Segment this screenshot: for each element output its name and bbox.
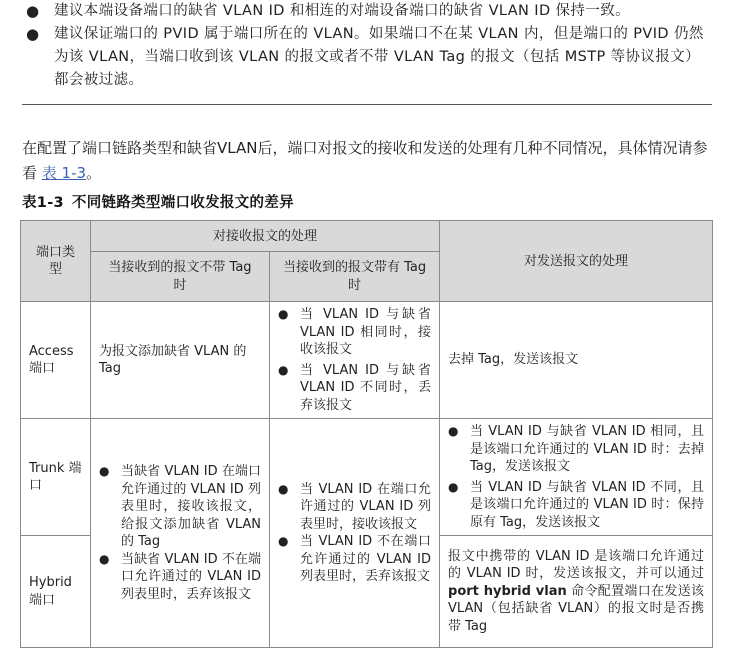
shared-tagged (270, 419, 440, 648)
caption-number: 表1-3 (22, 195, 64, 211)
bullet-icon: ● (448, 424, 459, 438)
bullet-icon: ● (99, 551, 110, 566)
table-caption (22, 191, 294, 212)
trunk-type: Trunk 端口 (21, 419, 91, 536)
table-ref-link[interactable]: 表 1-3 (41, 164, 87, 182)
bullet-icon: ● (278, 534, 289, 548)
intro-text-end: 。 (86, 164, 102, 182)
access-tagged (270, 302, 440, 419)
list-item: ● 当 VLAN ID 与缺省 VLAN ID 不同时，丢弃该报文 (278, 362, 432, 413)
hybrid-send: 报文中携带的 VLAN ID 是该端口允许通过的 VLAN ID 时，发送该报文，并可以通过 port hybrid vlan 命令配置端口在发送该 VLAN（包括缺省 VLAN）的报文时是否携带 Tag (440, 536, 713, 648)
intro-paragraph (22, 136, 712, 186)
header-tagged: 当接收到的报文带有 Tag 时 (270, 252, 440, 302)
command-text: port hybrid vlan (448, 583, 567, 599)
intro-text: 在配置了端口链路类型和缺省VLAN后，端口对报文的接收和发送的处理有几种不同情况，具体情况请参看 (22, 139, 708, 182)
header-receive: 对接收报文的处理 (91, 221, 440, 252)
list-item: ● 当 VLAN ID 与缺省 VLAN ID 不同，且是该端口允许通过的 VLAN ID 时：保持原有 Tag，发送该报文 (448, 479, 705, 530)
list-item: ● 当缺省 VLAN ID 不在端口允许通过的 VLAN ID 列表里时，丢弃该报文 (99, 551, 261, 602)
bullet-icon: ● (26, 25, 40, 43)
list-item: ● 当 VLAN ID 与缺省 VLAN ID 相同，且是该端口允许通过的 VLAN ID 时：去掉 Tag，发送该报文 (448, 424, 705, 474)
port-behavior-table (20, 220, 713, 648)
caption-title: 不同链路类型端口收发报文的差异 (71, 195, 294, 211)
bullet-icon: ● (278, 307, 289, 321)
notes-list (22, 0, 712, 92)
note-text: 建议保证端口的 PVID 属于端口所在的 VLAN。如果端口不在某 VLAN 内，但是端口的 PVID 仍然为该 VLAN，当端口收到该 VLAN 的报文或者不带 VLAN Tag 的报文（包括 MSTP 等协议报文）都会被过滤。 (54, 26, 704, 88)
list-item: ● 当 VLAN ID 在端口允许通过的 VLAN ID 列表里时，接收该报文 (278, 481, 432, 532)
access-send: 去掉 Tag，发送该报文 (440, 302, 713, 419)
list-item: ● 当 VLAN ID 与缺省 VLAN ID 相同时，接收该报文 (278, 307, 432, 357)
trunk-send (440, 419, 713, 536)
bullet-icon: ● (448, 479, 459, 494)
header-port-type: 端口类型 (21, 221, 91, 302)
list-item: ● 当 VLAN ID 不在端口允许通过的 VLAN ID 列表里时，丢弃该报文 (278, 534, 432, 584)
bullet-icon: ● (278, 362, 289, 377)
bullet-icon: ● (278, 481, 289, 496)
bullet-icon: ● (26, 2, 40, 20)
bullet-icon: ● (99, 464, 110, 478)
shared-untagged (91, 419, 270, 648)
header-untagged: 当接收到的报文不带 Tag 时 (91, 252, 270, 302)
header-send: 对发送报文的处理 (440, 221, 713, 302)
divider (22, 104, 712, 105)
table-row (21, 302, 713, 419)
table-row (21, 419, 713, 536)
note-item (22, 23, 712, 92)
hybrid-type: Hybrid 端口 (21, 536, 91, 648)
access-untagged: 为报文添加缺省 VLAN 的 Tag (91, 302, 270, 419)
note-text: 建议本端设备端口的缺省 VLAN ID 和相连的对端设备端口的缺省 VLAN ID 保持一致。 (54, 3, 631, 19)
note-item (22, 0, 712, 23)
list-item: ● 当缺省 VLAN ID 在端口允许通过的 VLAN ID 列表里时，接收该报文，给报文添加缺省 VLAN 的 Tag (99, 464, 261, 549)
access-type: Access 端口 (21, 302, 91, 419)
